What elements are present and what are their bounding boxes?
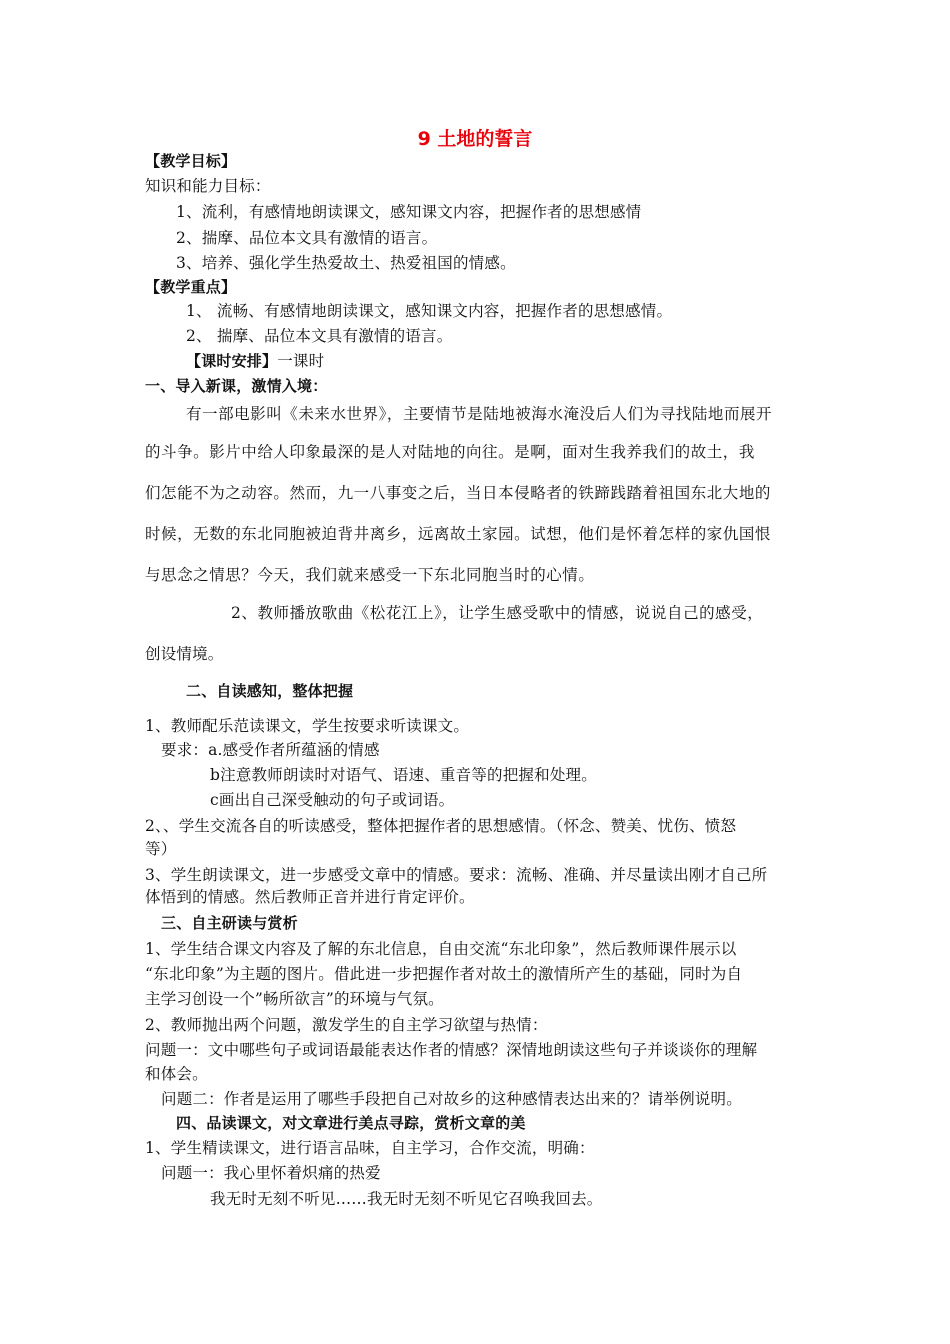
goals-heading: 【教学目标】 (145, 152, 237, 170)
section4-line: 我无时无刻不听见……我无时无刻不听见它召唤我回去。 (210, 1190, 603, 1208)
section3-line: 2、教师抛出两个问题，激发学生的自主学习欲望与热情： (145, 1016, 548, 1034)
focus-heading: 【教学重点】 (145, 278, 237, 296)
section4-heading: 四、品读课文，对文章进行美点寻踪，赏析文章的美 (176, 1114, 526, 1132)
goal-item: 2、揣摩、品位本文具有激情的语言。 (176, 229, 438, 247)
section1-para-line: 与思念之情思？今天，我们就来感受一下东北同胞当时的心情。 (145, 566, 595, 584)
goal-item: 3、培养、强化学生热爱故土、热爱祖国的情感。 (176, 254, 516, 272)
lesson-title: 9 土地的誓言 (417, 128, 533, 150)
goal-item: 1、流利，有感情地朗读课文，感知课文内容，把握作者的思想感情 (176, 203, 642, 221)
section3-line: 1、学生结合课文内容及了解的东北信息，自由交流“东北印象”，然后教师课件展示以 (145, 940, 737, 958)
section2-line: 体悟到的情感。然后教师正音并进行肯定评价。 (145, 888, 475, 906)
section2-line: 2、、学生交流各自的听读感受，整体把握作者的思想感情。（怀念、赞美、忧伤、愤怒 (145, 817, 737, 835)
section1-heading: 一、导入新课，激情入境： (145, 377, 328, 395)
goals-subheading: 知识和能力目标： (145, 177, 271, 195)
section2-line: b注意教师朗读时对语气、语速、重音等的把握和处理。 (210, 766, 597, 784)
section3-line: 和体会。 (145, 1065, 208, 1083)
section2-line: 要求：a.感受作者所蕴涵的情感 (161, 741, 380, 759)
focus-item: 2、 揣摩、品位本文具有激情的语言。 (186, 327, 453, 345)
section2-line: 3、学生朗读课文，进一步感受文章中的情感。要求：流畅、准确、并尽量读出刚才自己所 (145, 866, 768, 884)
section3-line: 问题二：作者是运用了哪些手段把自己对故乡的这种感情表达出来的？请举例说明。 (161, 1090, 742, 1108)
section3-line: 问题一：文中哪些句子或词语最能表达作者的情感？深情地朗读这些句子并谈谈你的理解 (145, 1041, 758, 1059)
section2-line: 1、教师配乐范读课文，学生按要求听读课文。 (145, 717, 470, 735)
section4-line: 1、学生精读课文，进行语言品味，自主学习，合作交流，明确： (145, 1139, 595, 1157)
schedule-label: 【课时安排】 (186, 352, 278, 370)
section3-line: “东北印象”为主题的图片。借此进一步把握作者对故土的激情所产生的基础，同时为自 (145, 965, 743, 983)
section4-line: 问题一：我心里怀着炽痛的热爱 (161, 1164, 381, 1182)
section1-para-line: 们怎能不为之动容。然而，九一八事变之后，当日本侵略者的铁蹄践踏着祖国东北大地的 (145, 484, 771, 502)
section2-line: c画出自己深受触动的句子或词语。 (210, 791, 455, 809)
section3-heading: 三、自主研读与赏析 (161, 914, 298, 932)
section1-para-line: 2、教师播放歌曲《松花江上》，让学生感受歌中的情感，说说自己的感受， (231, 604, 764, 622)
section1-para-line: 有一部电影叫《未来水世界》，主要情节是陆地被海水淹没后人们为寻找陆地而展开 (186, 405, 773, 423)
section1-para-line: 时候，无数的东北同胞被迫背井离乡，远离故土家园。试想，他们是怀着怎样的家仇国恨 (145, 525, 771, 543)
section1-para-line: 的斗争。影片中给人印象最深的是人对陆地的向往。是啊，面对生我养我们的故土，我 (145, 443, 755, 461)
section1-para-line: 创设情境。 (145, 645, 224, 663)
focus-item: 1、 流畅、有感情地朗读课文，感知课文内容，把握作者的思想感情。 (186, 302, 673, 320)
section2-heading: 二、自读感知，整体把握 (186, 682, 354, 700)
section2-line: 等） (145, 840, 177, 858)
section3-line: 主学习创设一个”畅所欲言”的环境与气氛。 (145, 990, 444, 1008)
schedule-line (186, 350, 324, 372)
schedule-value: 一课时 (277, 352, 325, 370)
